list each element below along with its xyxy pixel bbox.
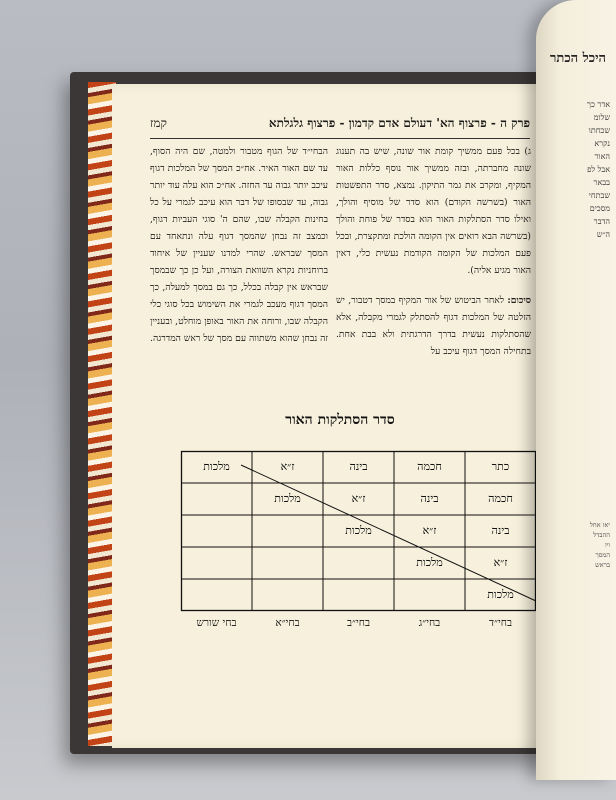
table-cell: כתר [491, 460, 510, 473]
right-page-line: שלומ [593, 113, 610, 122]
table-footer-label: בחי שורש [196, 617, 237, 629]
table-title: סדר הסתלקות האור [285, 412, 395, 428]
right-page-line: ה״ש [596, 230, 610, 239]
table-cell: חכמה [488, 492, 513, 505]
right-text-column [336, 143, 531, 360]
table-footer-label: בחי״א [275, 617, 300, 629]
right-page-notes [560, 520, 610, 570]
table-cell: מלכות [274, 492, 301, 505]
summary-text: לאחר הביטוש של אור המקיף במסך דטבור, יש הזלטה של המלכות דגוף להסתלק לגמרי מקבלה, אלא שהסתלקות נעשית בדרך הדרגתית ולא בבת אחת. בתחילה המסך דגוף עיכב על [336, 295, 531, 357]
table-cell: מלכות [203, 460, 230, 473]
right-page-line: בבאר [593, 178, 610, 187]
table-footer-label: בחי״ג [418, 617, 441, 629]
table-cell: ז״א [280, 460, 295, 473]
light-departure-table [181, 451, 536, 611]
right-page-note-line: יאו אחל [589, 521, 610, 529]
table-cell: מלכות [487, 588, 514, 601]
right-page-curl [536, 0, 616, 780]
table-cell: מלכות [416, 556, 443, 569]
table-cell: מלכות [345, 524, 372, 537]
right-page-text [560, 98, 610, 241]
right-page-line: האור [594, 152, 610, 161]
right-page-line: שכחתו [588, 126, 610, 135]
right-page-note-line: ההבדל [593, 531, 610, 539]
paragraph-continuation: הבחי״ד של הגוף מטבור ולמטה, שם היה הסוף, עד שם האור האיר. אח״כ המסך של המלכות דגוף עיכב יותר גבוה עד החזה. אח״כ הוא עלה עוד יותר גבוה, עד שבסופו של דבר הוא עיכב לגמרי על כל בחינות הקבלה שבו, שהם ה' סוגי העביות דגוף, וכמצב זה נבחן שהמסך דגוף עלה ונתאחד עם המסך שבראש. שהרי למדנו שעניין של איחוד ברוחניות נקרא השוואת הצורה, ועל כן כך שבמסך שבראש אין קבלה בכלל, כך גם במסך למעלה, כך המסך דגוף מעכב לגמרי את השימוש בכל סוגי כלי הקבלה שבו, ורוחה את האור באופן מוחלט, ובעניין זה נבחן שהוא משתווה עם מסך של ראש המדרגה. [150, 146, 328, 344]
table-cell: בינה [420, 492, 439, 505]
table-cell: ז״א [493, 556, 508, 569]
left-text-column [150, 143, 328, 347]
right-page-title: היכל הכתר [550, 51, 606, 66]
table-cell: ז״א [351, 492, 366, 505]
right-page-line: נקרא [594, 139, 610, 148]
right-page-note-line: ויו [604, 541, 610, 549]
paragraph-g: ג) בכל פעם ממשיך קומת אור שונה, שיש בה תענוג שונה מחברתה, ובזה ממשיך אור נוסף כללות האור המקיף, ומקרב את גמר התיקון. נמצא, סדר התפשטות האור (בשרשה הקודם) הוא סדר של מוסיף והולך, ואילו סדר הסתלקות האור הוא בסדר של פוחת והולך (בשרשה הבא רואים אין הקומה הולכת ומתקצרת, ובכל פעם המלכות של הקומה הקודמת נעשית כלי, דאין האור מגיע אליה). [336, 146, 531, 276]
right-page-line: אדר כך [587, 100, 610, 109]
right-page-note-line: המסך [595, 551, 610, 559]
summary-keyword: סיכום: [507, 295, 532, 306]
page-number: קמז [150, 116, 167, 130]
right-page-line: אבל לפ [587, 165, 610, 174]
table-footer-label: בחי״ד [488, 617, 513, 629]
table-cell: ז״א [422, 524, 437, 537]
table-footer-label: בחי״ב [346, 617, 371, 629]
running-header [150, 116, 530, 131]
table-cell: בינה [349, 460, 368, 473]
summary-paragraph [336, 292, 531, 360]
right-page-line: מסכים [589, 204, 610, 213]
right-page-note-line: בראש [595, 561, 610, 569]
right-page-line: הדבר [593, 217, 610, 226]
table-cell: חכמה [417, 460, 442, 473]
table-footer-row [181, 617, 536, 637]
header-rule [150, 138, 530, 139]
table-cell: בינה [491, 524, 510, 537]
header-title: פרק ה - פרצוף הא' דעולם אדם קדמון - פרצוף גלגלתא [268, 116, 530, 130]
right-page-line: שבתחי [588, 191, 610, 200]
